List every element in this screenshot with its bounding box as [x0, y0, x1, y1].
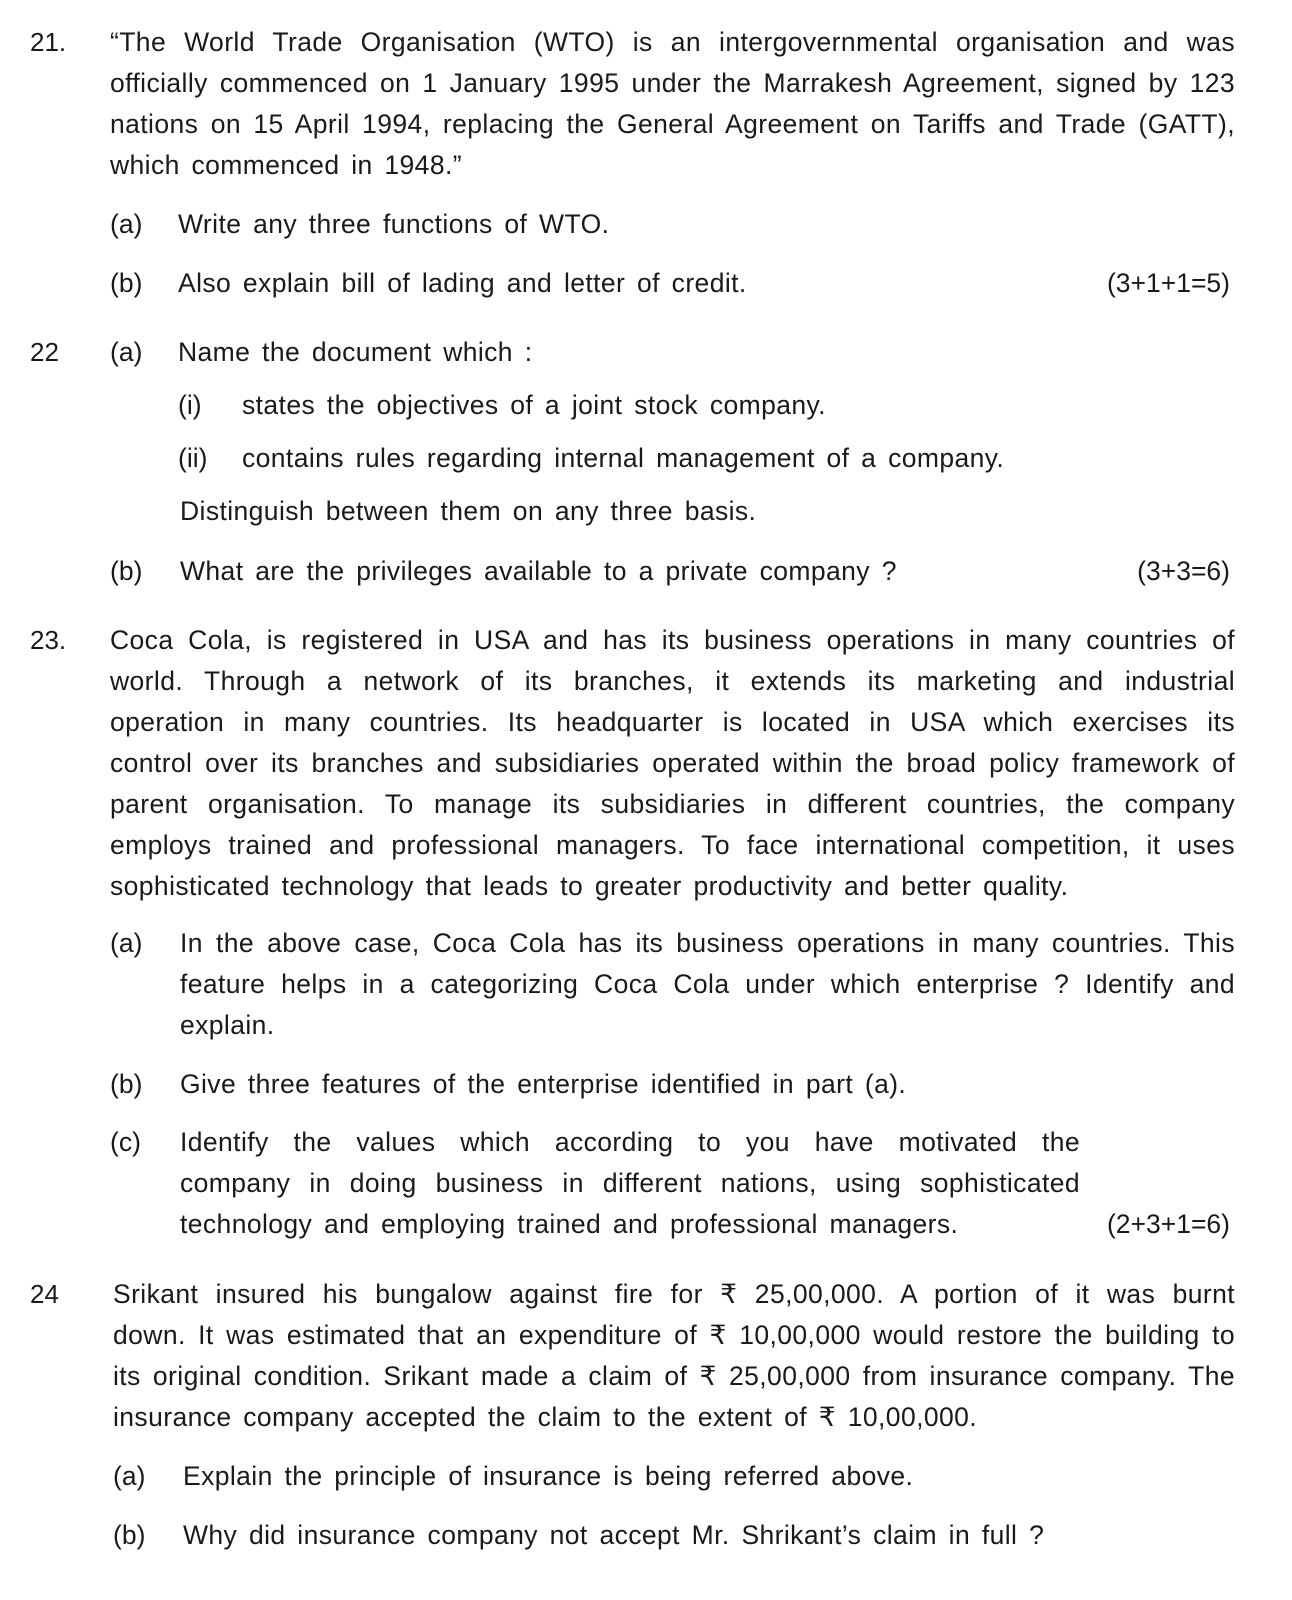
part-text: Name the document which :: [178, 337, 533, 367]
subpart-text: states the objectives of a joint stock company.: [242, 390, 826, 420]
part-label: (b): [110, 556, 143, 586]
part-text: Also explain bill of lading and letter of credit.: [178, 268, 747, 298]
part-label: (a): [110, 337, 143, 367]
part-text: Explain the principle of insurance is being referred above.: [183, 1461, 914, 1491]
part-label: (b): [110, 1069, 143, 1099]
marks: (2+3+1=6): [1106, 1209, 1230, 1239]
instruction-text: Distinguish between them on any three basis.: [180, 496, 757, 526]
part-text: What are the privileges available to a private company ?: [180, 556, 897, 586]
part-text: In the above case, Coca Cola has its business operations in many countries. This feature helps in a categorizing Coca Cola under which enterprise ? Identify and explain.: [180, 928, 1235, 1040]
subpart-text: contains rules regarding internal management of a company.: [242, 443, 1005, 473]
part-text: Give three features of the enterprise identified in part (a).: [180, 1069, 907, 1099]
part-label: (a): [113, 1461, 146, 1491]
question-stem: Coca Cola, is registered in USA and has its business operations in many countries of world. Through a network of its branches, it extends its marketing and industrial operation in many countries. Its headquarter is located in USA which exercises its control over its branches and subsidiaries operated within the broad policy framework of parent organisation. To manage its subsidiaries in different countries, the company employs trained and professional managers. To face international competition, it uses sophisticated technology that leads to greater productivity and better quality.: [110, 625, 1235, 901]
part-label: (a): [110, 209, 143, 239]
question-stem: “The World Trade Organisation (WTO) is an intergovernmental organisation and was officially commenced on 1 January 1995 under the Marrakesh Agreement, signed by 123 nations on 15 April 1994, replacing the General Agreement on Tariffs and Trade (GATT), which commenced in 1948.”: [110, 27, 1235, 180]
question-stem: Srikant insured his bungalow against fire for ₹ 25,00,000. A portion of it was burnt down. It was estimated that an expenditure of ₹ 10,00,000 would restore the building to its original condition. Srikant made a claim of ₹ 25,00,000 from insurance company. The insurance company accepted the claim to the extent of ₹ 10,00,000.: [113, 1279, 1235, 1432]
question-number: 23.: [30, 625, 67, 655]
question-number: 24: [30, 1279, 59, 1309]
part-text: Why did insurance company not accept Mr. Shrikant’s claim in full ?: [183, 1520, 1045, 1550]
subpart-label: (i): [178, 390, 202, 420]
part-label: (b): [113, 1520, 146, 1550]
question-number: 22: [30, 337, 59, 367]
part-text: Identify the values which according to you have motivated the company in doing business in different nations, using sophisticated technology and employing trained and professional managers.: [180, 1127, 1080, 1239]
subpart-label: (ii): [178, 443, 208, 473]
question-number: 21.: [30, 27, 67, 57]
part-label: (a): [110, 928, 143, 958]
marks: (3+3=6): [1137, 556, 1230, 586]
part-label: (c): [110, 1127, 141, 1157]
part-text: Write any three functions of WTO.: [178, 209, 610, 239]
marks: (3+1+1=5): [1106, 268, 1230, 298]
part-label: (b): [110, 268, 143, 298]
